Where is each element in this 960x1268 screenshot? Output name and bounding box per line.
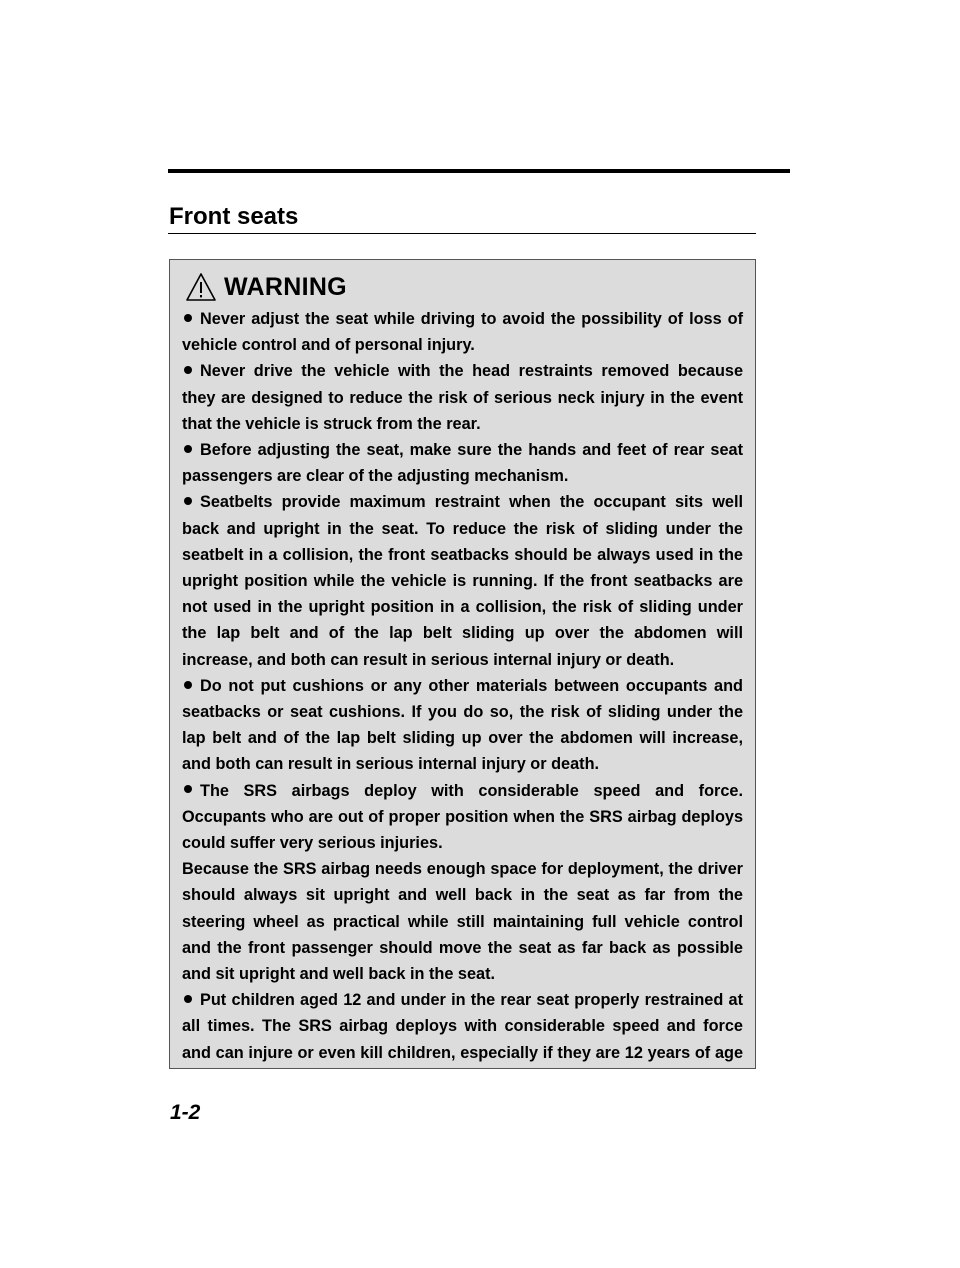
bullet-dot [182, 437, 200, 463]
title-underline [168, 233, 756, 234]
bullet-dot [182, 778, 200, 804]
warning-item [182, 778, 743, 857]
bullet-dot [182, 489, 200, 515]
section-title: Front seats [169, 203, 299, 230]
warning-item [182, 673, 743, 778]
bullet-dot [182, 358, 200, 384]
warning-label: WARNING [224, 273, 347, 301]
warning-item-text: Seatbelts provide maximum restraint when the occupant sits well back and upright in the seat. To reduce the risk of sliding under the seatbelt in a collision, the front seatbacks should be always used in the upright position while the vehicle is running. If the front seatbacks are not used in the upright position in a collision, the risk of sliding under the lap belt and of the lap belt sliding up over the abdomen will increase, and both can result in serious internal injury or death. [182, 493, 743, 669]
warning-item-text: Before adjusting the seat, make sure the hands and feet of rear seat passengers are clear of the adjusting mechanism. [182, 441, 743, 486]
warning-item [182, 358, 743, 437]
warning-item-text: Do not put cushions or any other materials between occupants and seatbacks or seat cushions. If you do so, the risk of sliding under the lap belt and of the lap belt sliding up over the abdomen will increase, and both can result in serious internal injury or death. [182, 676, 743, 774]
warning-item-text: Put children aged 12 and under in the rear seat properly restrained at all times. The SRS airbag deploys with considerable speed and force and can injure or even kill children, especially if they are 12 years of age [182, 991, 743, 1062]
top-rule [168, 169, 790, 173]
bullet-dot [182, 306, 200, 332]
warning-triangle-icon [185, 272, 217, 302]
page-number: 1-2 [170, 1101, 201, 1124]
warning-item [182, 306, 743, 358]
warning-item-continuation [182, 856, 743, 987]
warning-item [182, 489, 743, 672]
warning-item-text: The SRS airbags deploy with considerable speed and force. Occupants who are out of proper position when the SRS airbag deploys could suffer very serious injuries. [182, 781, 743, 853]
warning-box [169, 259, 756, 1069]
warning-item [182, 987, 743, 1069]
bullet-dot [182, 987, 200, 1013]
warning-item [182, 437, 743, 489]
warning-item-text: Never drive the vehicle with the head restraints removed because they are designed to reduce the risk of serious neck injury in the event that the vehicle is struck from the rear. [182, 362, 743, 433]
warning-body [182, 306, 743, 1069]
warning-header [185, 270, 743, 302]
warning-item-text: Because the SRS airbag needs enough space for deployment, the driver should always sit upright and well back in the seat as far from the steering wheel as practical while still maintaining full vehicle control and the front passenger should move the seat as far back as possible and sit upright and well back in the seat. [182, 860, 743, 984]
bullet-dot [182, 673, 200, 699]
warning-item-text: Never adjust the seat while driving to avoid the possibility of loss of vehicle control and of personal injury. [182, 310, 743, 355]
